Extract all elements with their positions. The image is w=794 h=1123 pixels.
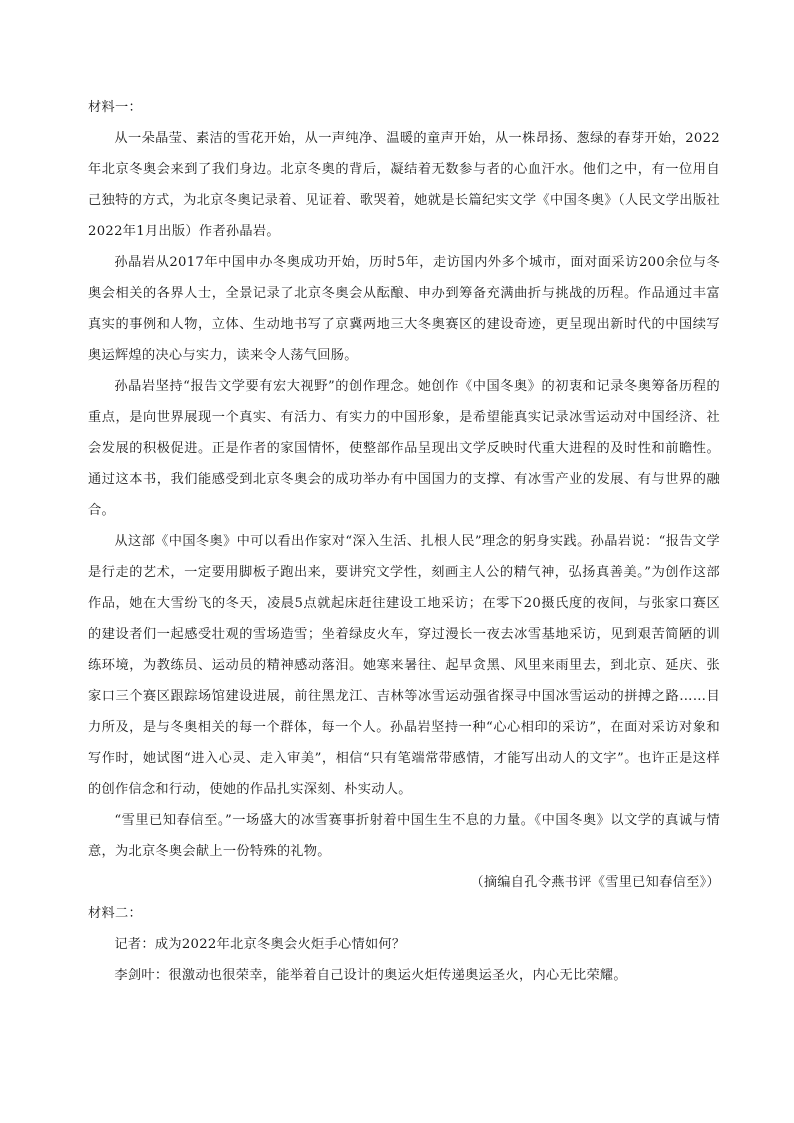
interview-line-1: 记者：成为2022年北京冬奥会火炬手心情如何？ (114, 937, 406, 952)
material-one-paragraph-5: “雪里已知春信至。”一场盛大的冰雪赛事折射着中国生生不息的力量。《中国冬奥》以文学的真诚与情意，为北京冬奥会献上一份特殊的礼物。 (88, 813, 720, 859)
material-one-source: （摘编自孔令燕书评《雪里已知春信至》） (470, 875, 720, 890)
material-one-paragraph-2: 孙晶岩从2017年中国申办冬奥成功开始，历时5年，走访国内外多个城市，面对面采访200余位与冬奥会相关的各界人士，全景记录了北京冬奥会从酝酿、申办到筹备充满曲折与挑战的历程。作品通过丰富真实的事例和人物，立体、生动地书写了京冀两地三大冬奥赛区的建设奇迹，更呈现出新时代的中国续写奥运辉煌的决心与实力，读来令人荡气回肠。 (88, 255, 720, 363)
material-one-paragraph-3: 孙晶岩坚持“报告文学要有宏大视野”的创作理念。她创作《中国冬奥》的初衷和记录冬奥筹备历程的重点，是向世界展现一个真实、有活力、有实力的中国形象，是希望能真实记录冰雪运动对中国经济、社会发展的积极促进。正是作者的家国情怀，使整部作品呈现出文学反映时代重大进程的及时性和前瞻性。通过这本书，我们能感受到北京冬奥会的成功举办有中国国力的支撑、有冰雪产业的发展、有与世界的融合。 (88, 379, 720, 518)
interview-line-2: 李剑叶：很激动也很荣幸，能举着自己设计的奥运火炬传递奥运圣火，内心无比荣耀。 (114, 968, 627, 983)
material-one-heading: 材料一： (88, 100, 142, 115)
document-page (88, 92, 720, 991)
material-one-paragraph-1: 从一朵晶莹、素洁的雪花开始，从一声纯净、温暖的童声开始，从一株昂扬、葱绿的春芽开始，2022年北京冬奥会来到了我们身边。北京冬奥的背后，凝结着无数参与者的心血汗水。他们之中，有一位用自己独特的方式，为北京冬奥记录着、见证着、歌哭着，她就是长篇纪实文学《中国冬奥》（人民文学出版社2022年1月出版）作者孙晶岩。 (88, 131, 720, 239)
material-one-paragraph-4: 从这部《中国冬奥》中可以看出作家对“深入生活、扎根人民”理念的躬身实践。孙晶岩说：“报告文学是行走的艺术，一定要用脚板子跑出来，要讲究文学性，刻画主人公的精气神，弘扬真善美。”为创作这部作品，她在大雪纷飞的冬天，凌晨5点就起床赶往建设工地采访；在零下20摄氏度的夜间，与张家口赛区的建设者们一起感受壮观的雪场造雪；坐着绿皮火车，穿过漫长一夜去冰雪基地采访，见到艰苦简陋的训练环境，为教练员、运动员的精神感动落泪。她寒来暑往、起早贪黑、风里来雨里去，到北京、延庆、张家口三个赛区跟踪场馆建设进展，前往黑龙江、吉林等冰雪运动强省探寻中国冰雪运动的拼搏之路……目力所及，是与冬奥相关的每一个群体，每一个人。孙晶岩坚持一种“心心相印的采访”，在面对采访对象和写作时，她试图“进入心灵、走入审美”，相信“只有笔端常带感情，才能写出动人的文字”。也许正是这样的创作信念和行动，使她的作品扎实深刻、朴实动人。 (88, 534, 720, 797)
material-two-heading: 材料二： (88, 906, 142, 921)
